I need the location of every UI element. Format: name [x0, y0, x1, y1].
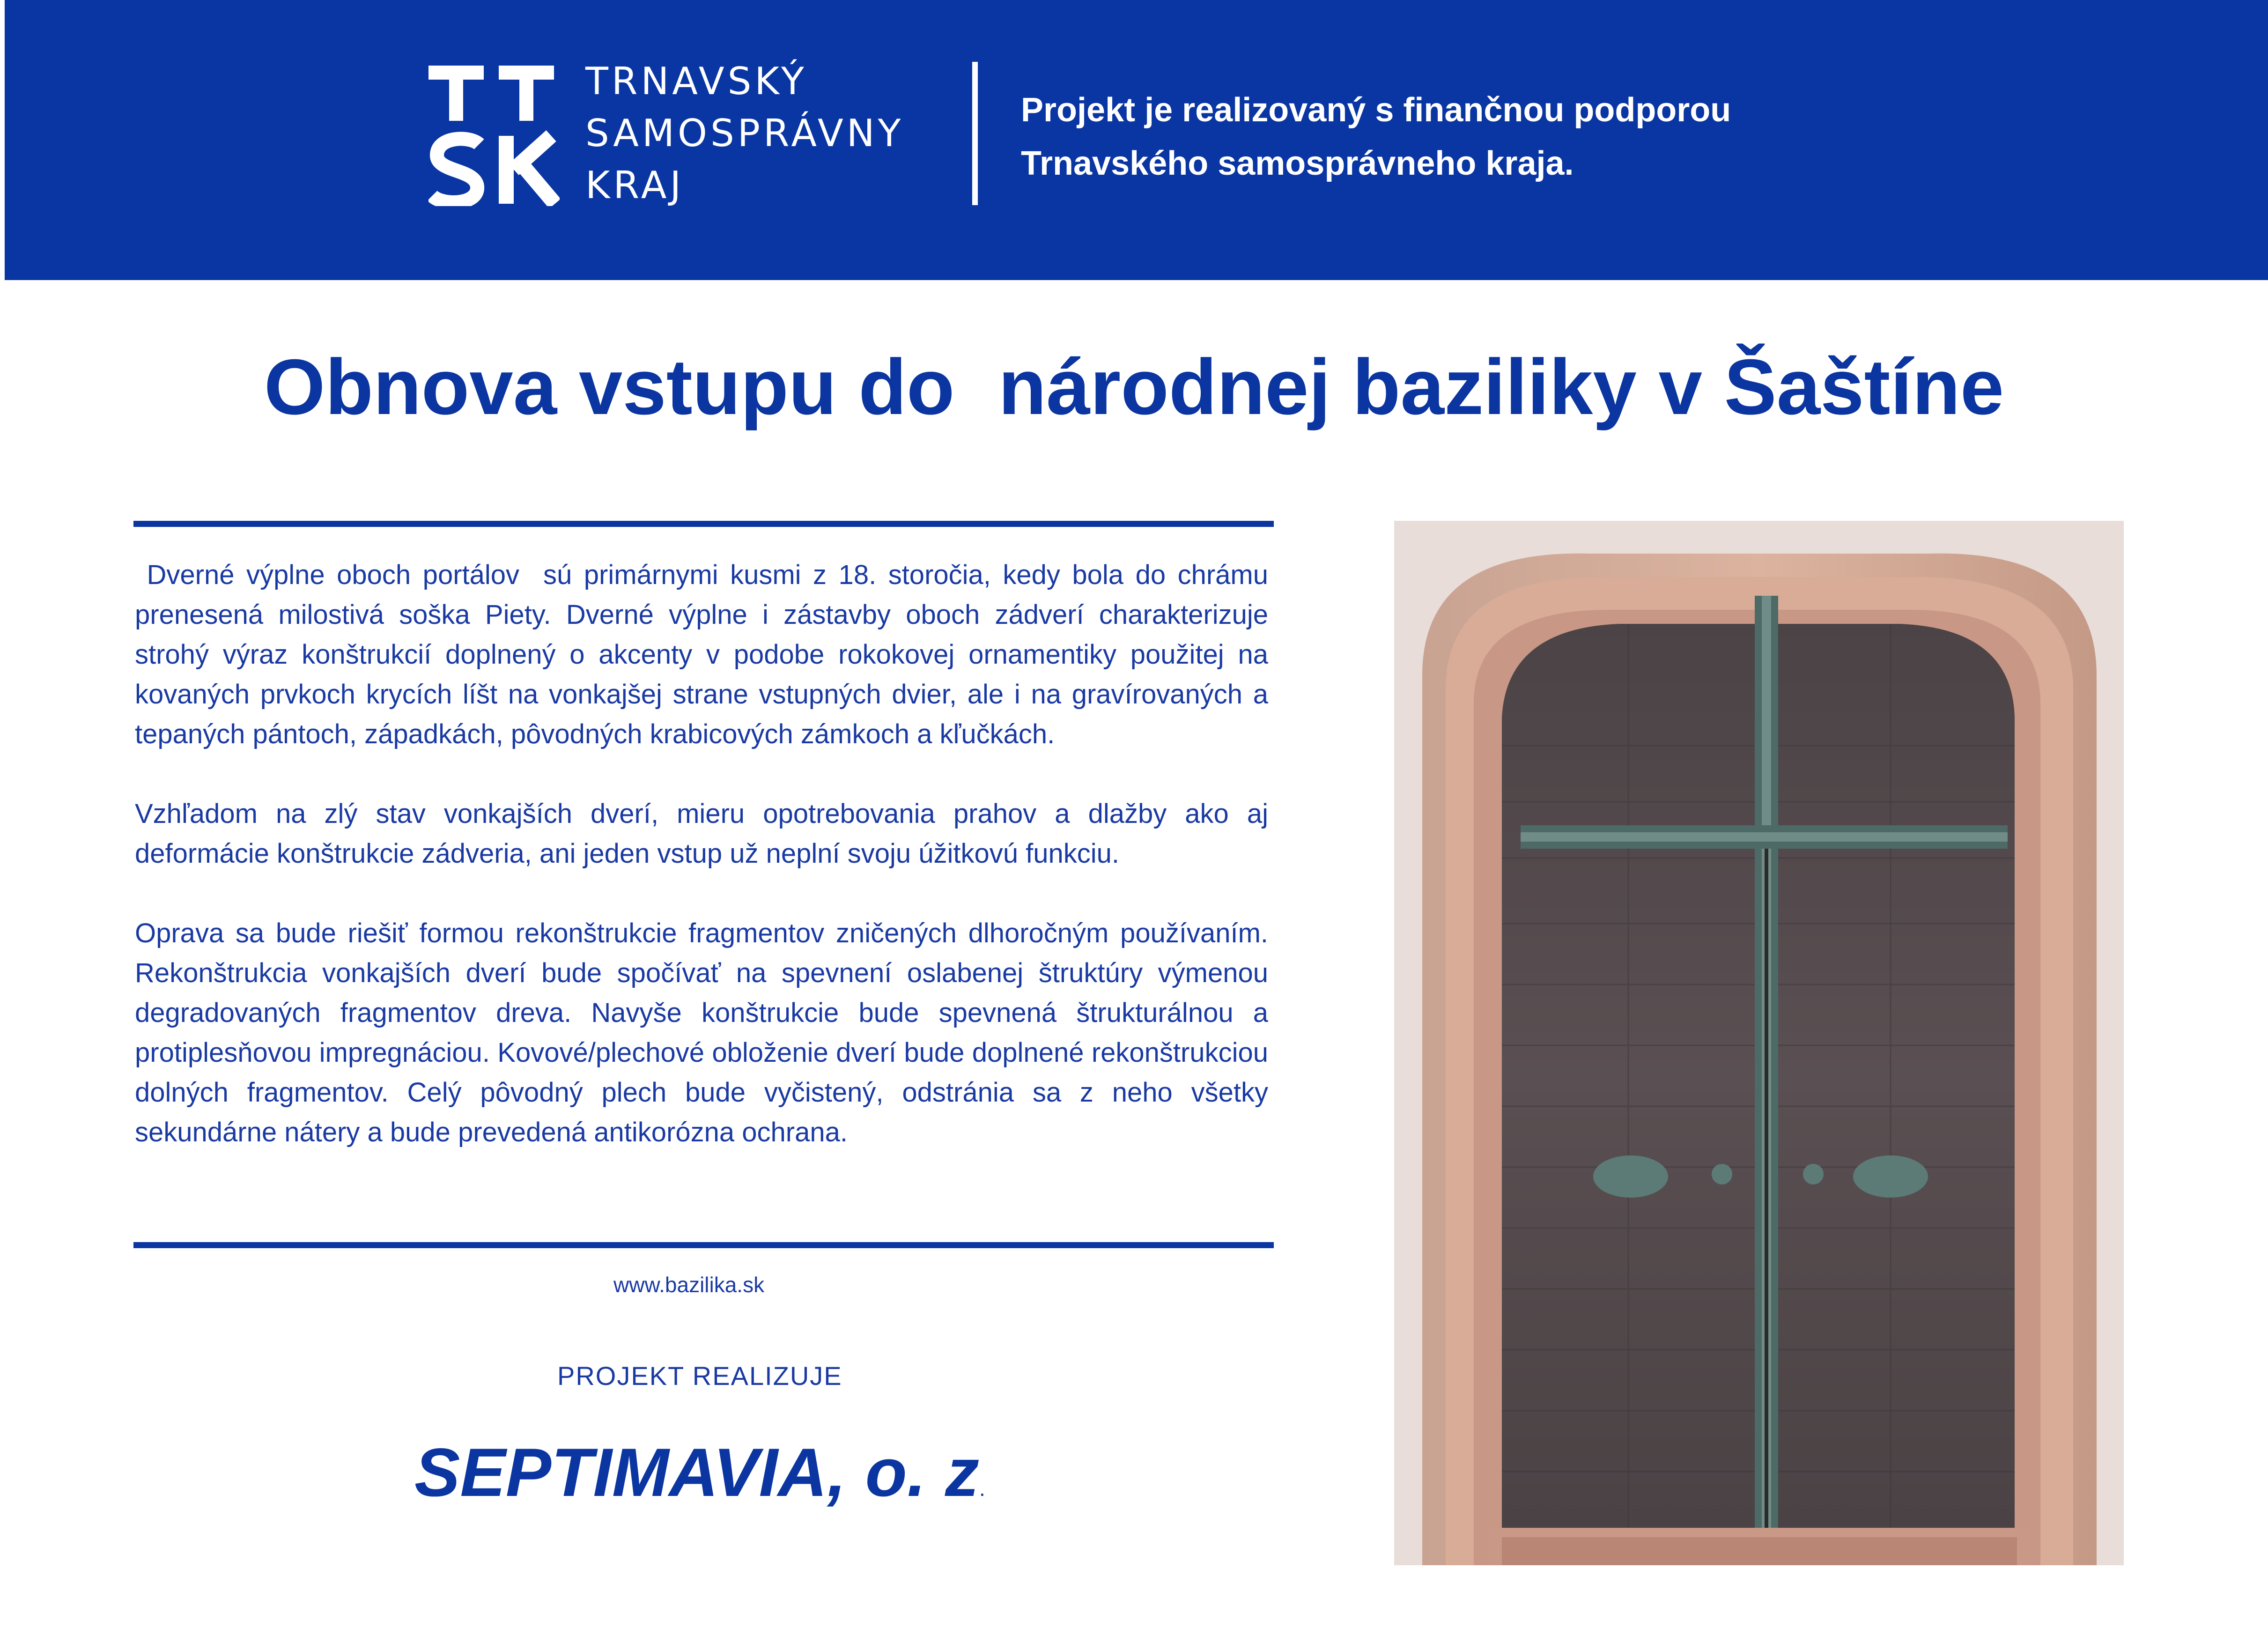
logo-line-3: KRAJ	[585, 163, 685, 207]
project-description	[135, 555, 1276, 1192]
funding-line-1: Projekt je realizovaný s finančnou podporou	[1021, 91, 1731, 129]
banner-divider	[972, 62, 978, 205]
paragraph-1: Dverné výplne oboch portálov sú primárnymi kusmi z 18. storočia, kedy bola do chrámu prenesená milostivá soška Piety. Dverné výplne i zástavby oboch zádverí charakterizuje strohý výraz konštrukcií doplnený o akcenty v podobe rokokovej ornamentiky použitej na kovaných prvkoch krycích líšt na vonkajšej strane vstupných dvier, ale i na gravírovaných a tepaných pántoch, západkách, pôvodných krabicových zámkoch a kľučkách.	[135, 560, 1276, 749]
paragraph-2: Vzhľadom na zlý stav vonkajších dverí, mieru opotrebovania prahov a dlažby ako aj deformácie konštrukcie zádveria, ani jeden vstup už neplní svoju úžitkovú funkciu.	[135, 799, 1276, 869]
basilica-door-photo	[1394, 521, 2124, 1565]
website-link[interactable]: www.bazilika.sk	[613, 1273, 765, 1297]
bottom-divider	[133, 1242, 1274, 1248]
paragraph-3: Oprava sa bude riešiť formou rekonštrukcie fragmentov zničených dlhoročným používaním. Rekonštrukcia vonkajších dverí bude spočívať na spevnení oslabenej štruktúry výmenou degradovaných fragmentov dreva. Navyše konštrukcie bude spevnená štrukturálnou a protiplesňovou impregnáciou. Kovové/plechové obloženie dverí bude doplnené rekonštrukciou dolných fragmentov. Celý pôvodný plech bude vyčistený, odstránia sa z neho všetky sekundárne nátery a bude prevedená antikorózna ochrana.	[135, 918, 1276, 1147]
project-realizes-label: PROJEKT REALIZUJE	[557, 1361, 842, 1391]
funding-statement	[1021, 83, 1731, 190]
ttsk-logo-mark-icon	[428, 66, 560, 206]
organization-text: SEPTIMAVIA, o. z	[414, 1434, 979, 1510]
top-divider	[133, 521, 1274, 527]
organization-dot: .	[979, 1476, 985, 1501]
logo-line-1: TRNAVSKÝ	[585, 59, 807, 103]
funding-line-2: Trnavského samosprávneho kraja.	[1021, 145, 1574, 182]
logo-region-name	[585, 55, 904, 211]
page-title: Obnova vstupu do národnej baziliky v Šaštíne	[264, 343, 2004, 431]
organization-name	[414, 1433, 985, 1512]
logo-line-2: SAMOSPRÁVNY	[585, 111, 904, 155]
